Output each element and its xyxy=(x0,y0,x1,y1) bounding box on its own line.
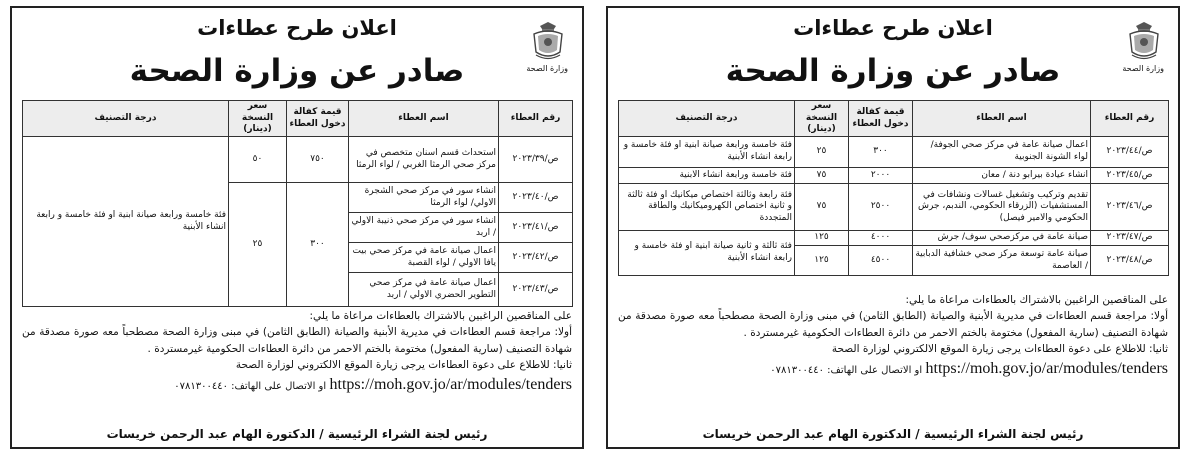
table-header-row xyxy=(619,101,1169,137)
tender-number: ص/٢٠٢٣/٤٣ xyxy=(499,273,573,307)
tender-price: ٧٥ xyxy=(795,184,849,231)
header-name: اسم العطاء xyxy=(349,101,499,137)
tenders-table xyxy=(22,100,573,307)
tender-price: ١٢٥ xyxy=(795,231,849,246)
table-row xyxy=(23,137,573,183)
tender-price: ٥٠ xyxy=(229,137,287,183)
tenders-link[interactable]: https://moh.gov.jo/ar/modules/tenders xyxy=(329,376,572,394)
tender-price: ١٢٥ xyxy=(795,246,849,276)
tender-name: صيانة عامة في مركزصحي سوف/ جرش xyxy=(913,231,1091,246)
tender-guarantee: ٤٥٠٠ xyxy=(849,246,913,276)
tender-number: ص/٢٠٢٣/٤٢ xyxy=(499,243,573,273)
emblem-caption: وزارة الصحة xyxy=(1122,64,1164,73)
phone-text: او الاتصال على الهاتف: ٠٧٨١٣٠٠٤٤٠ xyxy=(174,381,327,393)
tender-number: ص/٢٠٢٣/٣٩ xyxy=(499,137,573,183)
header-price: سعر النسخة (دينار) xyxy=(229,101,287,137)
tender-number: ص/٢٠٢٣/٤٠ xyxy=(499,183,573,213)
tender-name: اعمال صيانة عامة في مركز صحي بيت يافا الاولي / لواء القصبة xyxy=(349,243,499,273)
tender-guarantee: ٧٥٠ xyxy=(287,137,349,183)
table-header-row xyxy=(23,101,573,137)
tender-guarantee: ٤٠٠٠ xyxy=(849,231,913,246)
tender-number: ص/٢٠٢٣/٤٤ xyxy=(1091,137,1169,168)
signature: رئيس لجنة الشراء الرئيسية / الدكتورة الهام عبد الرحمن خريسات xyxy=(106,427,488,441)
table-row xyxy=(619,184,1169,231)
notice-header xyxy=(22,8,572,100)
tender-notice xyxy=(606,6,1180,449)
notice-title: اعلان طرح عطاءات xyxy=(793,16,993,40)
header-name: اسم العطاء xyxy=(913,101,1091,137)
tender-name: انشاء سور في مركز صحي ذنيبة الاولي / اربد xyxy=(349,213,499,243)
phone-text: او الاتصال على الهاتف: ٠٧٨١٣٠٠٤٤٠ xyxy=(770,365,923,377)
tender-name: انشاء سور في مركز صحي الشجرة الاولي/ لواء الرمثا xyxy=(349,183,499,213)
tender-price: ٢٥ xyxy=(229,183,287,307)
tender-price: ٢٥ xyxy=(795,137,849,168)
notice-instructions xyxy=(618,292,1168,382)
tender-guarantee: ٣٠٠ xyxy=(287,183,349,307)
tender-classification: فئة خامسة ورابعة انشاء الابنية xyxy=(619,168,795,184)
tender-number: ص/٢٠٢٣/٤٨ xyxy=(1091,246,1169,276)
notice-title: اعلان طرح عطاءات xyxy=(197,16,397,40)
tender-name: تقديم وتركيب وتشغيل غسالات ونشافات في المستشفيات (الزرقاء الحكومي، الندبم، جرش الحكومي والامير فيصل) xyxy=(913,184,1091,231)
header-guarantee: قيمة كفالة دخول العطاء xyxy=(287,101,349,137)
notice-subtitle: صادر عن وزارة الصحة xyxy=(725,53,1061,89)
tender-guarantee: ٢٠٠٠ xyxy=(849,168,913,184)
tender-number: ص/٢٠٢٣/٤١ xyxy=(499,213,573,243)
tender-classification: فئة خامسة ورابعة صيانة ابنية او فئة خامسة و رابعة انشاء الأبنية xyxy=(619,137,795,168)
tender-name: انشاء عيادة بيرابو دنة / معان xyxy=(913,168,1091,184)
table-row xyxy=(619,168,1169,184)
tender-number: ص/٢٠٢٣/٤٦ xyxy=(1091,184,1169,231)
tender-number: ص/٢٠٢٣/٤٧ xyxy=(1091,231,1169,246)
notice-header xyxy=(618,8,1168,100)
table-row xyxy=(619,137,1169,168)
instruction-second: ثانيا: للاطلاع على دعوة العطاءات يرجى زيارة الموقع الالكتروني لوزارة الصحة xyxy=(235,358,572,371)
tender-guarantee: ٢٥٠٠ xyxy=(849,184,913,231)
tender-name: صيانة عامة توسعة مركز صحي خشافية الدبابية / العاصمة xyxy=(913,246,1091,276)
header-number: رقم العطاء xyxy=(499,101,573,137)
tender-classification: فئة ثالثة و ثانية صيانة ابنية او فئة خامسة و رابعة انشاء الأبنية xyxy=(619,231,795,276)
instruction-first: أولا: مراجعة قسم العطاءات في مديرية الأبنية والصيانة (الطابق الثامن) في مبنى وزارة الصحة مصطحباً معه صورة مصدقة من شهادة التصنيف (سارية المفعول) مختومة بالختم الاحمر من دائرة العطاءات الحكومية غيرمستردة . xyxy=(22,326,572,355)
header-price: سعر النسخة (دينار) xyxy=(795,101,849,137)
tender-notice xyxy=(10,6,584,449)
instructions-intro: على المناقصين الراغبين بالاشتراك بالعطاءات مراعاة ما يلي: xyxy=(309,310,572,322)
tenders-table xyxy=(618,100,1169,276)
emblem-caption: وزارة الصحة xyxy=(526,64,568,73)
tender-name: اعمال صيانة عامة في مركز صحي التطوير الحضري الاولي / اربد xyxy=(349,273,499,307)
header-classification: درجة التصنيف xyxy=(619,101,795,137)
instruction-second: ثانيا: للاطلاع على دعوة العطاءات يرجى زيارة الموقع الالكتروني لوزارة الصحة xyxy=(831,342,1168,355)
tenders-link[interactable]: https://moh.gov.jo/ar/modules/tenders xyxy=(925,360,1168,378)
table-row xyxy=(619,231,1169,246)
header-classification: درجة التصنيف xyxy=(23,101,229,137)
header-guarantee: قيمة كفالة دخول العطاء xyxy=(849,101,913,137)
tender-number: ص/٢٠٢٣/٤٥ xyxy=(1091,168,1169,184)
header-number: رقم العطاء xyxy=(1091,101,1169,137)
signature: رئيس لجنة الشراء الرئيسية / الدكتورة الهام عبد الرحمن خريسات xyxy=(702,427,1084,441)
tender-name: اعمال صيانة عامة في مركز صحي الجوفة/ لواء الشونة الجنوبية xyxy=(913,137,1091,168)
instruction-first: أولا: مراجعة قسم العطاءات في مديرية الأبنية والصيانة (الطابق الثامن) في مبنى وزارة الصحة مصطحباً معه صورة مصدقة من شهادة التصنيف (سارية المفعول) مختومة بالختم الاحمر من دائرة العطاءات الحكومية غيرمستردة . xyxy=(618,310,1168,339)
notice-subtitle: صادر عن وزارة الصحة xyxy=(129,53,465,89)
notice-instructions xyxy=(22,308,572,398)
tender-classification: فئة خامسة ورابعة صيانة ابنية او فئة خامسة و رابعة انشاء الأبنية xyxy=(23,137,229,307)
tender-name: استحداث قسم اسنان متخصص في مركز صحي الرمثا الغربي / لواء الرمثا xyxy=(349,137,499,183)
tender-price: ٧٥ xyxy=(795,168,849,184)
tender-guarantee: ٣٠٠ xyxy=(849,137,913,168)
instructions-intro: على المناقصين الراغبين بالاشتراك بالعطاءات مراعاة ما يلي: xyxy=(905,294,1168,306)
tender-classification: فئة رابعة وثالثة اختصاص ميكانيك او فئة ثالثة و ثانية اختصاص الكهروميكانيك والطاقة المتجددة xyxy=(619,184,795,231)
